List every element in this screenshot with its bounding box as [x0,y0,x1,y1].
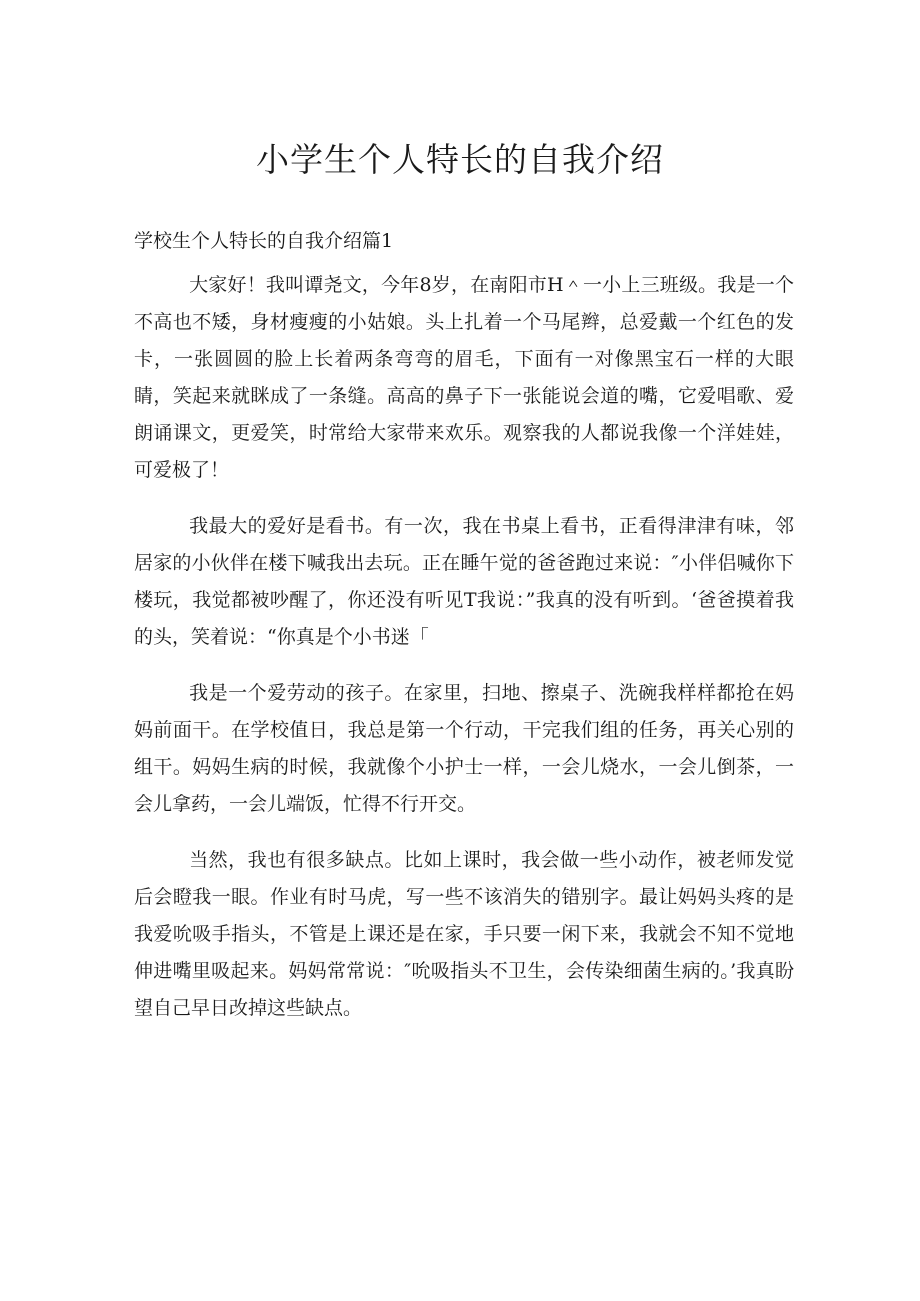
paragraph-hobby: 我最大的爱好是看书。有一次，我在书桌上看书，正看得津津有味，邻居家的小伙伴在楼下喊我出去玩。正在睡午觉的爸爸跑过来说：″小伴侣喊你下楼玩，我觉都被吵醒了，你还没有听见T我说：”我真的没有听到。‘爸爸摸着我的头，笑着说：“你真是个小书迷「 [134,515,794,648]
paragraph-shortcomings: 当然，我也有很多缺点。比如上课时，我会做一些小动作，被老师发觉后会瞪我一眼。作业有时马虎，写一些不该消失的错别字。最让妈妈头疼的是我爱吮吸手指头，不管是上课还是在家，手只要一闲下来，我就会不知不觉地伸进嘴里吸起来。妈妈常常说：″吮吸指头不卫生，会传染细菌生病的。’我真盼望自己早日改掉这些缺点。 [134,849,794,1019]
section-heading: 学校生个人特长的自我介绍篇1 [134,230,394,252]
document-title: 小学生个人特长的自我介绍 [256,140,664,179]
paragraph-intro: 大家好！我叫谭尧文，今年8岁，在南阳市H＾一小上三班级。我是一个不高也不矮，身材瘦瘦的小姑娘。头上扎着一个马尾辫，总爱戴一个红色的发卡，一张圆圆的脸上长着两条弯弯的眉毛，下面有一对像黑宝石一样的大眼睛，笑起来就眯成了一条缝。高高的鼻子下一张能说会道的嘴，它爱唱歌、爱朗诵课文，更爱笑，时常给大家带来欢乐。观察我的人都说我像一个洋娃娃，可爱极了！ [134,274,794,481]
paragraph-chores: 我是一个爱劳动的孩子。在家里，扫地、擦桌子、洗碗我样样都抢在妈妈前面干。在学校值日，我总是第一个行动，干完我们组的任务，再关心别的组干。妈妈生病的时候，我就像个小护士一样，一会儿烧水，一会儿倒茶，一会儿拿药，一会儿端饭，忙得不行开交。 [134,682,794,815]
document-body [134,267,794,1046]
